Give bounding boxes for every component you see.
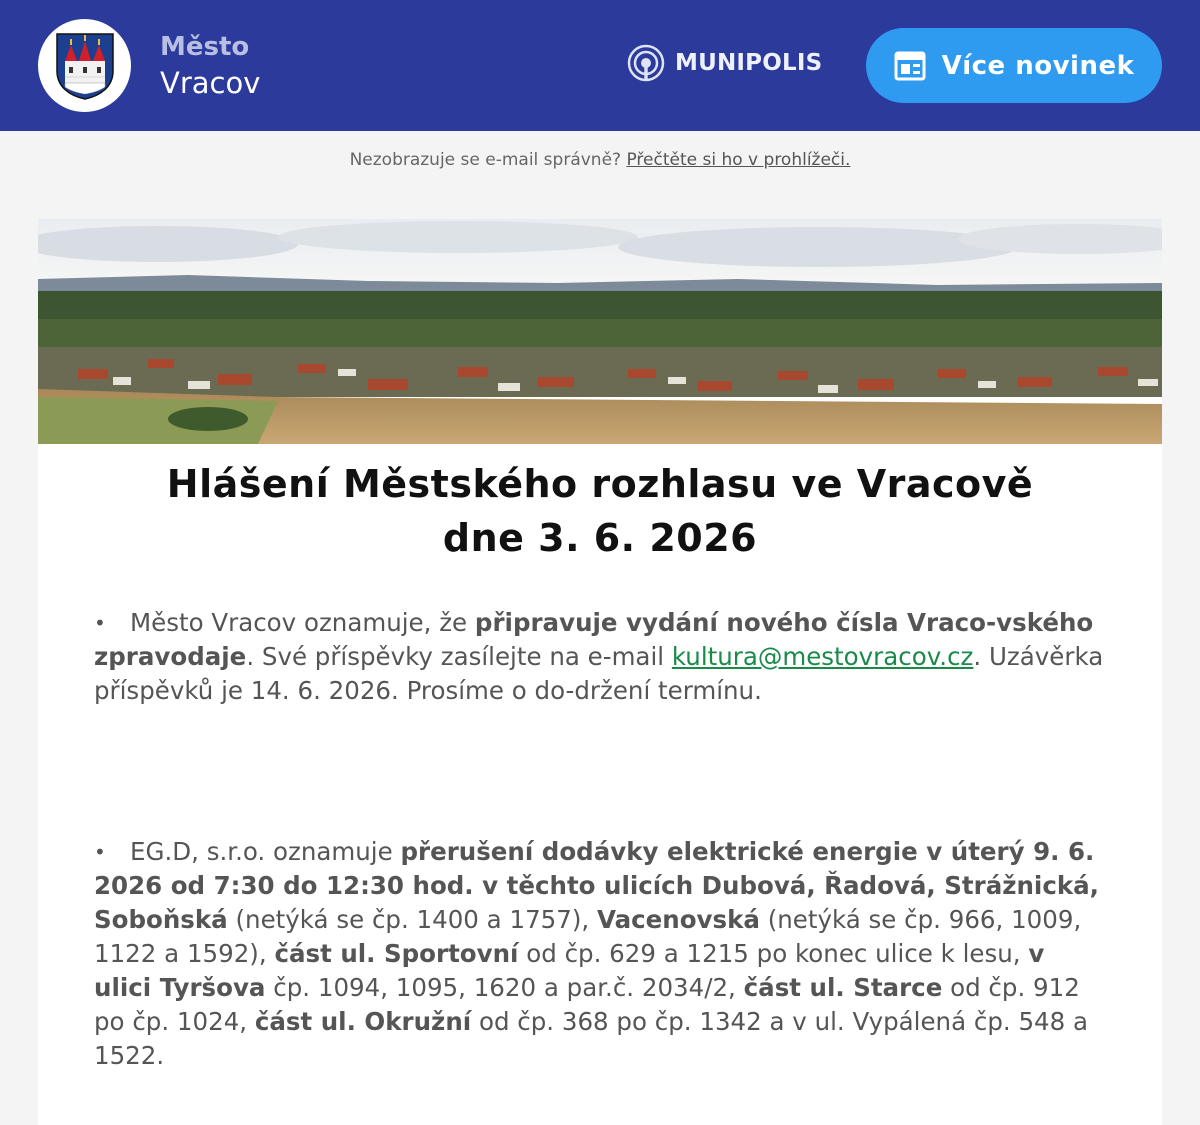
item-emphasis: část ul. Starce [743, 973, 943, 1002]
item-text: (netýká se čp. 1400 a 1757), [227, 905, 597, 934]
item-text: EG.D, s.r.o. oznamuje [130, 837, 401, 866]
email-card [38, 219, 1162, 1125]
munipolis-logo[interactable] [627, 44, 822, 82]
item-emphasis: část ul. Okružní [254, 1007, 472, 1036]
item-text: čp. 1094, 1095, 1620 a par.č. 2034/2, [265, 973, 744, 1002]
town-panorama-image [38, 219, 1162, 444]
list-item [94, 606, 1104, 708]
brand-line-town: Vracov [160, 66, 261, 100]
item-text: Město Vracov oznamuje, že [130, 608, 475, 637]
item-emphasis: připravuje vydání nového čísla Vraco-vského zpravodaje [94, 608, 1094, 671]
munipolis-label: MUNIPOLIS [675, 50, 823, 76]
preheader [0, 150, 1200, 170]
item-text: od čp. 368 po čp. 1342 a v ul. Vypálená čp. 548 a 1522. [94, 1007, 1089, 1070]
view-in-browser-link[interactable]: Přečtěte si ho v prohlížeči. [626, 150, 851, 170]
item-text: . Své příspěvky zasílejte na e-mail [246, 642, 672, 671]
item-emphasis: v ulici Tyršova [94, 939, 1045, 1002]
preheader-text: Nezobrazuje se e-mail správně? [349, 150, 622, 170]
brand-name[interactable] [160, 30, 260, 102]
list-item [94, 835, 1104, 1073]
title-line-1: Hlášení Městského rozhlasu ve Vracově [166, 462, 1034, 506]
email-link[interactable]: kultura@mestovracov.cz [671, 642, 974, 671]
bullet-icon: • [94, 611, 106, 635]
newspaper-icon [894, 51, 926, 81]
email-header [0, 0, 1200, 131]
coat-of-arms-icon [54, 31, 116, 101]
more-news-button[interactable] [866, 28, 1162, 103]
item-text: od čp. 912 po čp. 1024, [94, 973, 1080, 1036]
item-text: . Uzávěrka příspěvků je 14. 6. 2026. Prosíme o do-držení termínu. [94, 642, 1104, 705]
item-emphasis: přerušení dodávky elektrické energie v úterý 9. 6. 2026 od 7:30 do 12:30 hod. v těchto ulicích Dubová, Řadová, Strážnická, Soboňská [94, 837, 1099, 934]
article-title [38, 457, 1162, 565]
title-line-2: dne 3. 6. 2026 [442, 516, 758, 560]
more-news-label: Více novinek [941, 50, 1135, 81]
broadcast-icon [627, 44, 665, 82]
bullet-icon: • [94, 840, 106, 864]
item-text: od čp. 629 a 1215 po konec ulice k lesu, [518, 939, 1029, 968]
town-logo[interactable] [38, 19, 131, 112]
brand-line-mesto: Město [160, 32, 250, 62]
item-text: (netýká se čp. 966, 1009, 1122 a 1592), [94, 905, 1082, 968]
item-emphasis: část ul. Sportovní [274, 939, 519, 968]
item-emphasis: Vacenovská [596, 905, 760, 934]
